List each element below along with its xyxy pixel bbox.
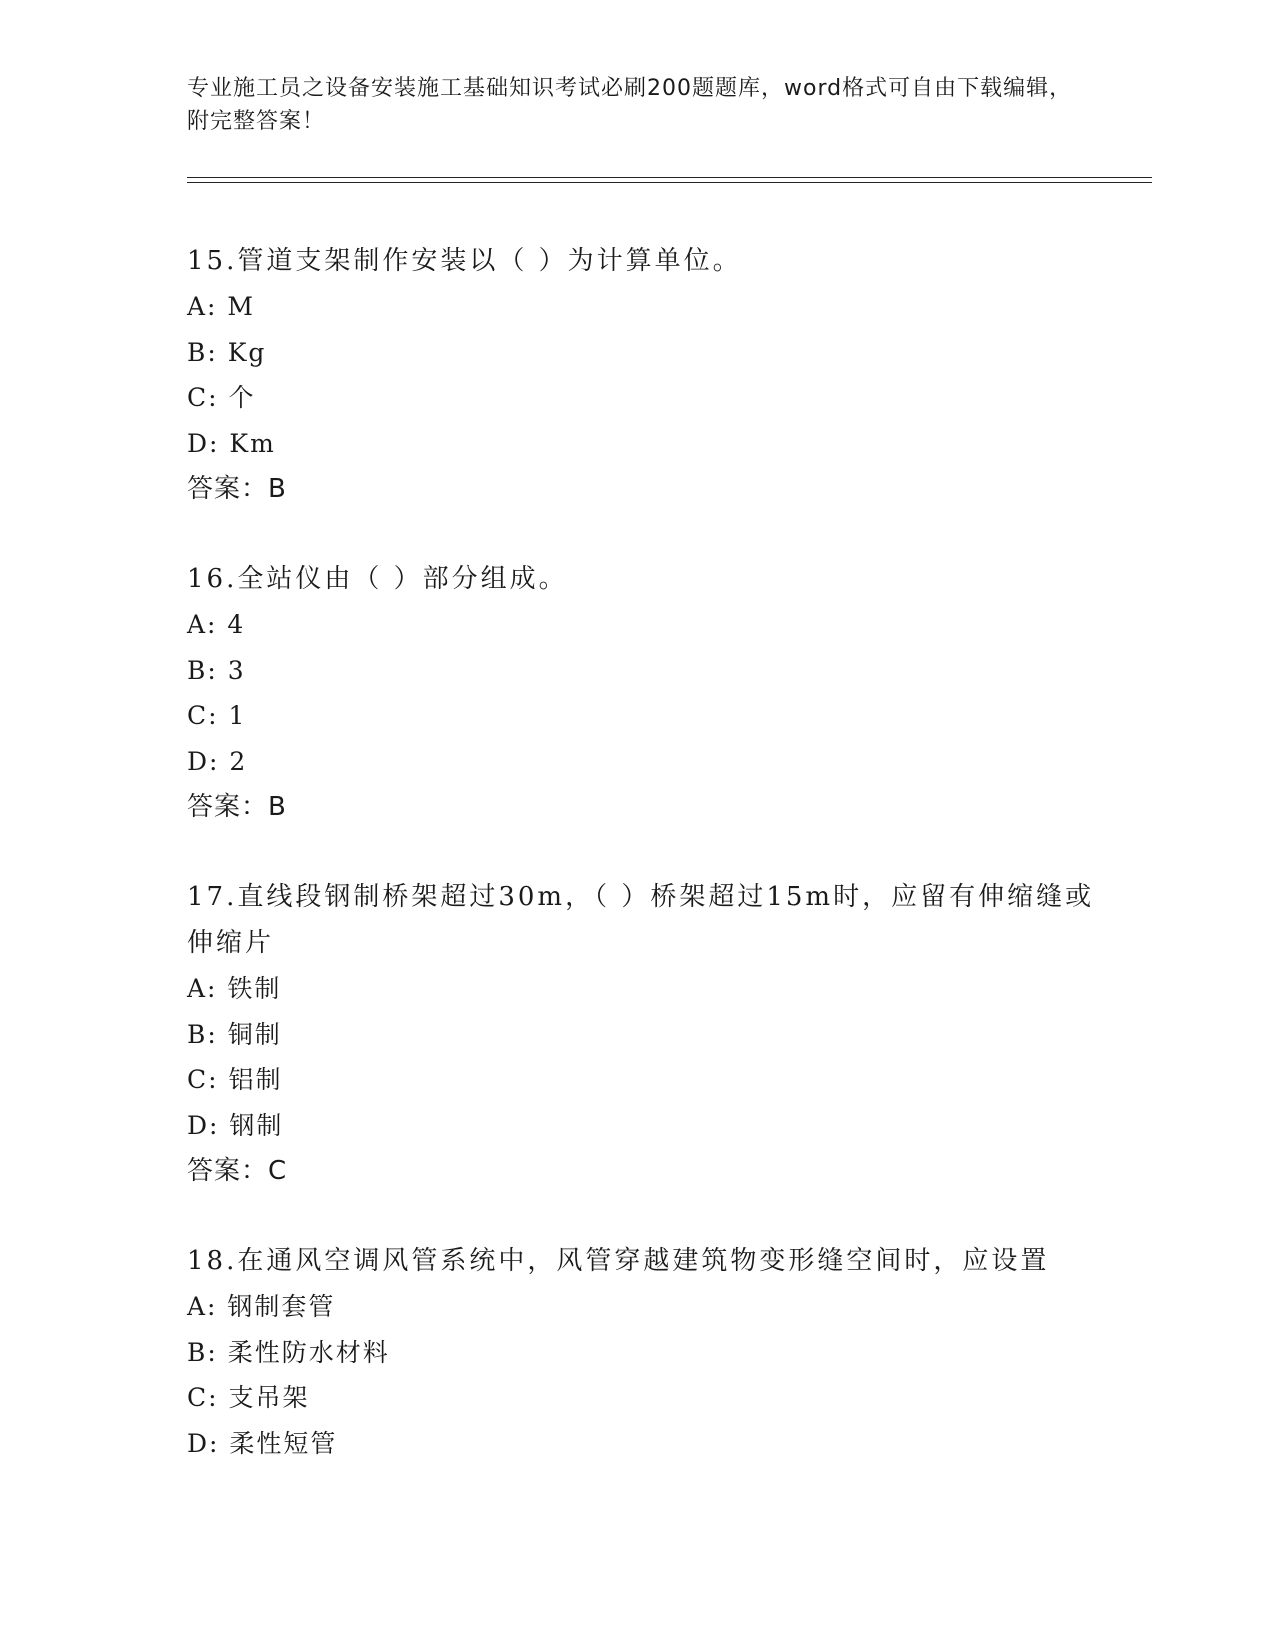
question-16 <box>187 556 1107 830</box>
option-d: D: Km <box>187 428 276 458</box>
question-stem: 17.直线段钢制桥架超过30m，（ ）桥架超过15m时，应留有伸缩缝或伸缩片 <box>187 882 1095 958</box>
answer-line: 答案：B <box>187 792 287 822</box>
header-divider-bottom <box>187 182 1152 183</box>
question-18 <box>187 1238 1107 1466</box>
question-stem: 15.管道支架制作安装以（ ）为计算单位。 <box>187 246 742 276</box>
option-d: D: 钢制 <box>187 1110 284 1140</box>
option-d: D: 2 <box>187 746 248 776</box>
question-stem: 16.全站仪由（ ）部分组成。 <box>187 564 568 594</box>
option-b: B: 3 <box>187 655 246 685</box>
option-b: B: Kg <box>187 337 267 367</box>
answer-line: 答案：B <box>187 474 287 504</box>
option-b: B: 铜制 <box>187 1019 282 1049</box>
header-divider-top <box>187 177 1152 178</box>
option-c: C: 个 <box>187 383 256 412</box>
option-a: A: 4 <box>187 610 246 639</box>
document-header: 专业施工员之设备安装施工基础知识考试必刷200题题库，word格式可自由下载编辑，附完整答案！ <box>187 76 1073 134</box>
option-b: B: 柔性防水材料 <box>187 1337 390 1367</box>
option-d: D: 柔性短管 <box>187 1428 338 1458</box>
option-c: C: 1 <box>187 701 247 730</box>
question-15 <box>187 238 1107 512</box>
option-a: A: 铁制 <box>187 974 282 1003</box>
question-stem: 18.在通风空调风管系统中，风管穿越建筑物变形缝空间时，应设置 <box>187 1246 1050 1276</box>
question-list <box>187 238 1107 1510</box>
question-17 <box>187 874 1107 1194</box>
option-c: C: 铝制 <box>187 1065 283 1094</box>
option-a: A: 钢制套管 <box>187 1292 336 1321</box>
option-a: A: M <box>187 292 256 321</box>
option-c: C: 支吊架 <box>187 1383 310 1412</box>
answer-line: 答案：C <box>187 1156 288 1186</box>
